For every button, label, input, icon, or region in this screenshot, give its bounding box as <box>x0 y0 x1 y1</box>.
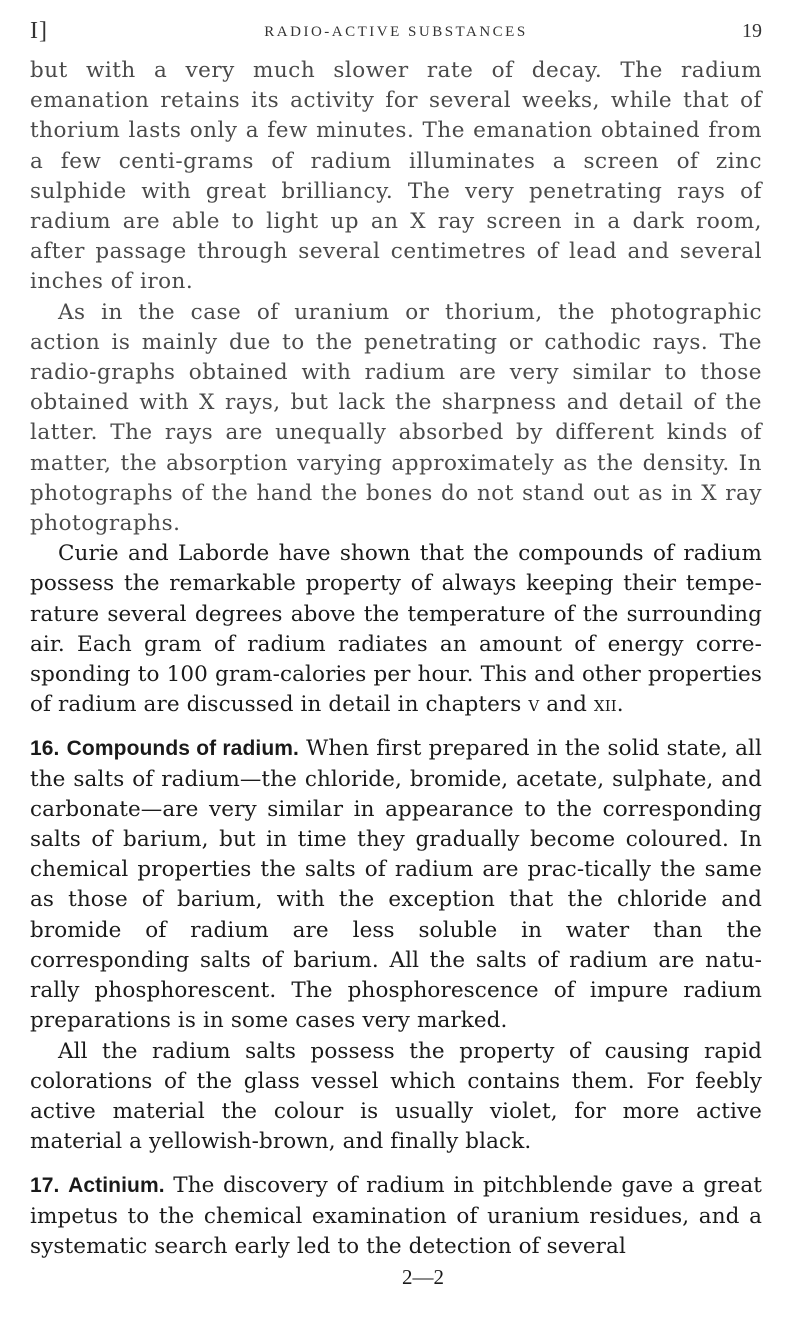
paragraph-glass-coloration: All the radium salts possess the property of causing rapid colorations of the glass vessel which contains them. For feebly active material the colour is usually violet, for more active material a yellowish-brown, and finally black. <box>30 1038 762 1155</box>
section-title-actinium: Actinium. <box>68 1174 165 1198</box>
paragraph-heat-emission <box>30 539 762 720</box>
section-17 <box>30 1171 762 1262</box>
book-page <box>30 0 762 1321</box>
section-16-text: When first prepared in the solid state, all the salts of radium—the chloride, bromide, acetate, sulphate, and carbonate—are very similar in appearance to the corresponding salts of barium, but in time they gradually become coloured. In chemical properties the salts of radium are prac-tically the same as those of barium, with the exception that the chloride and bromide of radium are less soluble in water than the corresponding salts of barium. All the salts of radium are natu-rally phosphorescent. The phosphorescence of impure radium preparations is in some cases very marked. <box>30 736 762 1034</box>
section-17-text: The discovery of radium in pitchblende gave a great impetus to the chemical examination of uranium residues, and a systematic search early led to the detection of several <box>30 1173 763 1259</box>
section-number-17: 17. <box>30 1174 60 1198</box>
signature-mark: 2—2 <box>402 1265 444 1289</box>
paragraph-photographic-action: As in the case of uranium or thorium, the photographic action is mainly due to the penetrating or cathodic rays. The radio-graphs obtained with radium are very similar to those obtained with X rays, but lack the sharpness and detail of the latter. The rays are unequally absorbed by different kinds of matter, the absorption varying approximately as the density. In photographs of the hand the bones do not stand out as in X ray photographs. <box>30 299 762 537</box>
body-text <box>30 56 762 1262</box>
running-header <box>30 18 762 48</box>
section-number-16: 16. <box>30 737 60 761</box>
running-title: RADIO-ACTIVE SUBSTANCES <box>264 24 528 40</box>
sentence-end: . <box>616 692 624 718</box>
section-16 <box>30 734 762 1036</box>
page-number: 19 <box>742 20 762 42</box>
paragraph-heat-text: Curie and Laborde have shown that the compounds of radium possess the remarkable property of always keeping their tempe-rature several degrees above the temperature of the surrounding air. Each gram of radium radiates an amount of energy corre-sponding to 100 gram-calories per hour. This and other properties of radium are discussed in detail in chapters <box>30 541 762 718</box>
chapter-marker: I] <box>30 18 48 44</box>
chapter-ref-v: v <box>528 692 540 718</box>
chapter-ref-xii: xii <box>593 692 617 718</box>
paragraph-continued: but with a very much slower rate of decay. The radium emanation retains its activity for several weeks, while that of thorium lasts only a few minutes. The emanation obtained from a few centi-grams of radium illuminates a screen of zinc sulphide with great brilliancy. The very penetrating rays of radium are able to light up an X ray screen in a dark room, after passage through several centimetres of lead and several inches of iron. <box>30 58 762 295</box>
section-title-compounds: Compounds of radium. <box>66 737 299 761</box>
conjunction-and: and <box>546 692 587 718</box>
